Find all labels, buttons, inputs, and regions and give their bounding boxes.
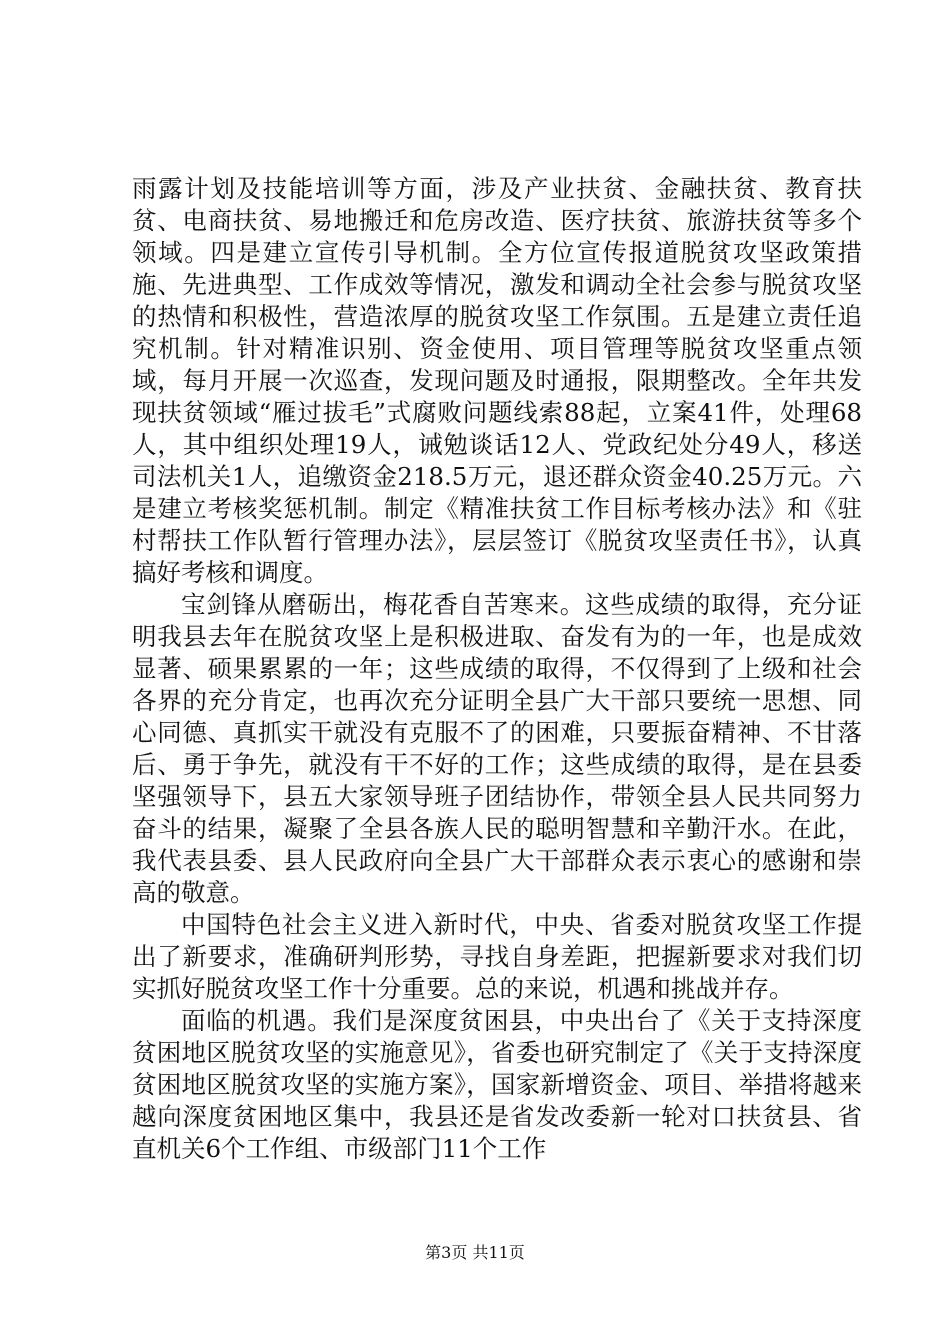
- page-number-footer: 第3页 共11页: [425, 1243, 525, 1262]
- paragraph-continued: 雨露计划及技能培训等方面，涉及产业扶贫、金融扶贫、教育扶贫、电商扶贫、易地搬迁和危房改造、医疗扶贫、旅游扶贫等多个领域。四是建立宣传引导机制。全方位宣传报道脱贫攻坚政策措施、先进典型、工作成效等情况，激发和调动全社会参与脱贫攻坚的热情和积极性，营造浓厚的脱贫攻坚工作氛围。五是建立责任追究机制。针对精准识别、资金使用、项目管理等脱贫攻坚重点领域，每月开展一次巡查，发现问题及时通报，限期整改。全年共发现扶贫领域“雁过拔毛”式腐败问题线索88起，立案41件，处理68人，其中组织处理19人，诫勉谈话12人、党政纪处分49人，移送司法机关1人，追缴资金218.5万元，退还群众资金40.25万元。六是建立考核奖惩机制。制定《精准扶贫工作目标考核办法》和《驻村帮扶工作队暂行管理办法》，层层签订《脱贫攻坚责任书》，认真搞好考核和调度。: [132, 174, 862, 587]
- paragraph-opportunities: 面临的机遇。我们是深度贫困县，中央出台了《关于支持深度贫困地区脱贫攻坚的实施意见》，省委也研究制定了《关于支持深度贫困地区脱贫攻坚的实施方案》，国家新增资金、项目、举措将越来越向深度贫困地区集中，我县还是省发改委新一轮对口扶贫县、省直机关6个工作组、市级部门11个工作: [132, 1006, 862, 1163]
- document-body: [132, 173, 862, 1165]
- paragraph-new-era: 中国特色社会主义进入新时代，中央、省委对脱贫攻坚工作提出了新要求，准确研判形势，寻找自身差距，把握新要求对我们切实抓好脱贫攻坚工作十分重要。总的来说，机遇和挑战并存。: [132, 910, 862, 1003]
- paragraph-achievements: 宝剑锋从磨砺出，梅花香自苦寒来。这些成绩的取得，充分证明我县去年在脱贫攻坚上是积极进取、奋发有为的一年，也是成效显著、硕果累累的一年；这些成绩的取得，不仅得到了上级和社会各界的充分肯定，也再次充分证明全县广大干部只要统一思想、同心同德、真抓实干就没有克服不了的困难，只要振奋精神、不甘落后、勇于争先，就没有干不好的工作；这些成绩的取得，是在县委坚强领导下，县五大家领导班子团结协作，带领全县人民共同努力奋斗的结果，凝聚了全县各族人民的聪明智慧和辛勤汗水。在此，我代表县委、县人民政府向全县广大干部群众表示衷心的感谢和崇高的敬意。: [132, 590, 862, 907]
